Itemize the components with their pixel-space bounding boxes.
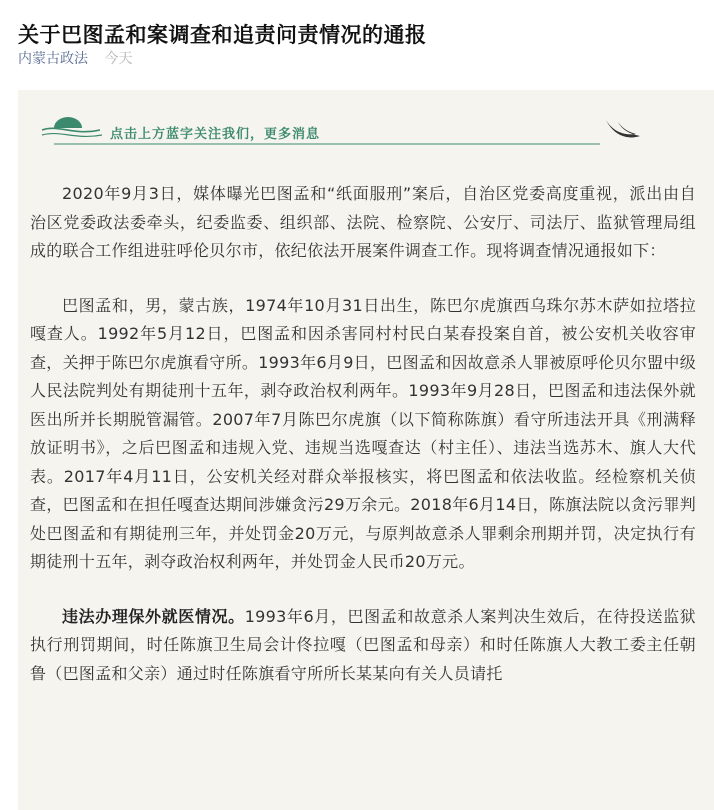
follow-prompt-text: 点击上方蓝字关注我们，更多消息 [110, 127, 321, 142]
account-name-link[interactable]: 内蒙古政法 [18, 51, 88, 67]
hill-icon [54, 117, 82, 128]
paragraph-intro: 2020年9月3日，媒体曝光巴图孟和“纸面服刑”案后，自治区党委高度重视，派出由自治区党委政法委牵头，纪委监委、组织部、法院、检察院、公安厅、司法厅、监狱管理局组成的联合工作组进驻呼伦贝尔市，依纪依法开展案件调查工作。现将调查情况通报如下： [30, 184, 696, 260]
section-heading: 违法办理保外就医情况。 [62, 606, 245, 626]
paragraph-background: 巴图孟和，男，蒙古族，1974年10月31日出生，陈巴尔虎旗西乌珠尔苏木萨如拉塔拉嘎查人。1992年5月12日，巴图孟和因杀害同村村民白某春投案自首，被公安机关收容审查，关押于陈巴尔虎旗看守所。1993年6月9日，巴图孟和因故意杀人罪被原呼伦贝尔盟中级人民法院判处有期徒刑十五年，剥夺政治权利两年。1993年9月28日，巴图孟和违法保外就医出所并长期脱管漏管。2007年7月陈巴尔虎旗（以下简称陈旗）看守所违法开具《刑满释放证明书》，之后巴图孟和违规入党、违规当选嘎查达（村主任）、违法当选苏木、旗人大代表。2017年4月11日，公安机关经对群众举报核实，将巴图孟和依法收监。经检察机关侦查，巴图孟和在担任嘎查达期间涉嫌贪污29万余元。2018年6月14日，陈旗法院以贪污罪判处巴图孟和有期徒刑三年，并处罚金20万元，与原判故意杀人罪剩余刑期并罚，决定执行有期徒刑十五年，剥夺政治权利两年，并处罚金人民币20万元。 [30, 295, 696, 571]
article-title: 关于巴图孟和案调查和追责问责情况的通报 [18, 23, 427, 48]
wave-line-icon-2 [42, 134, 102, 137]
article-meta [18, 48, 132, 70]
swallow-icon [606, 120, 640, 137]
article-content-card [18, 90, 714, 810]
article-body [30, 180, 696, 714]
publish-date: 今天 [104, 51, 133, 67]
wave-line-icon [42, 128, 100, 131]
paragraph-medical-parole [30, 603, 696, 689]
section-text: 1993年6月，巴图孟和故意杀人案判决生效后，在待投送监狱执行刑罚期间，时任陈旗卫生局会计佟拉嘎（巴图孟和母亲）和时任陈旗人大教工委主任朝鲁（巴图孟和父亲）通过时任陈旗看守所所长某某向有关人员请托 [30, 606, 696, 683]
follow-banner[interactable] [40, 100, 660, 160]
